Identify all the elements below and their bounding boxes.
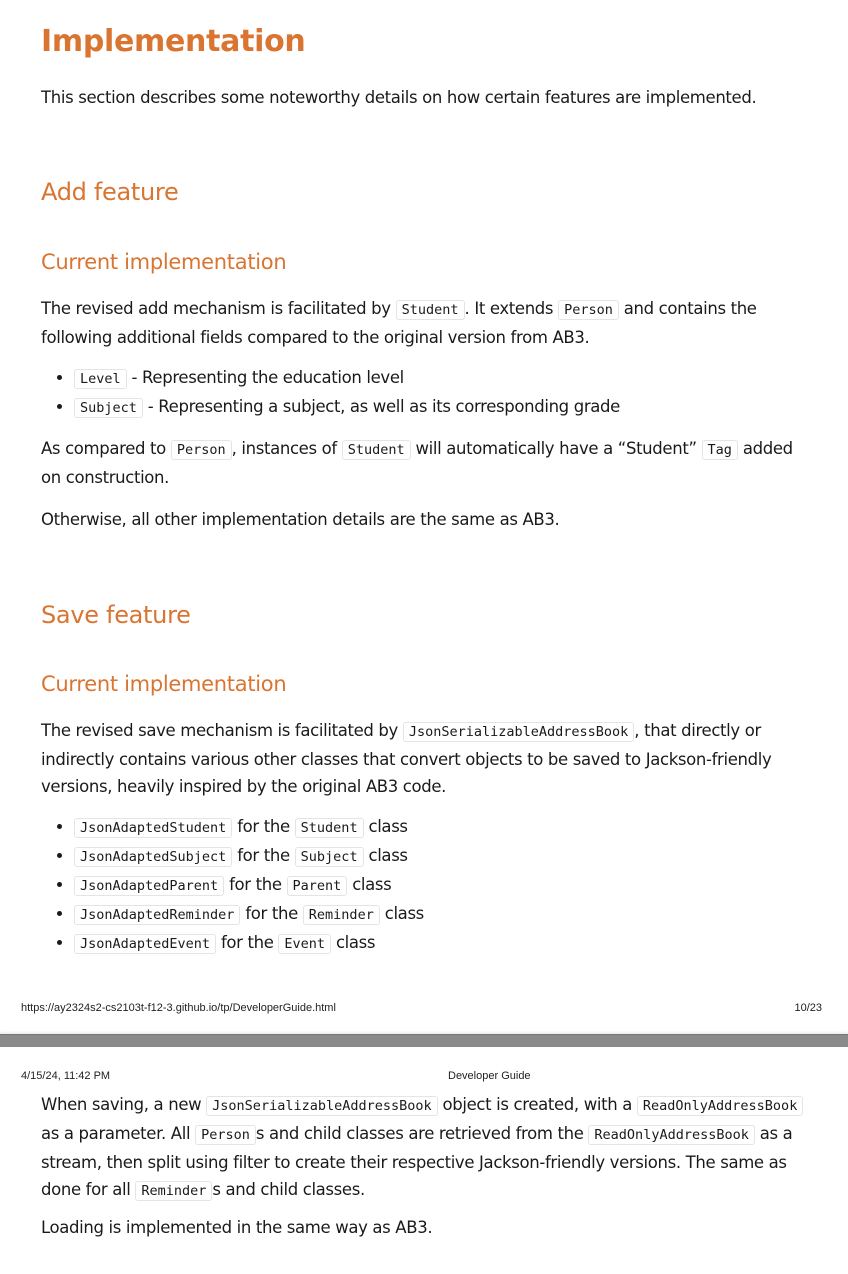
code-readonlyaddressbook: ReadOnlyAddressBook bbox=[588, 1125, 754, 1145]
add-paragraph-2: As compared to Person , instances of Student will automatically have a “Student” Tag added on construction. bbox=[41, 439, 793, 487]
list-item: • JsonAdaptedEvent for the Event class bbox=[74, 929, 424, 958]
page-break-divider bbox=[0, 1034, 848, 1048]
list-item: • Subject - Representing a subject, as well as its corresponding grade bbox=[74, 393, 620, 422]
save-classes-list bbox=[41, 813, 424, 958]
save-paragraph-3: Loading is implemented in the same way as AB3. bbox=[41, 1218, 433, 1237]
print-footer-url: https://ay2324s2-cs2103t-f12-3.github.io/tp/DeveloperGuide.html bbox=[21, 1002, 336, 1014]
save-feature-heading: Save feature bbox=[41, 601, 191, 629]
save-paragraph-1: The revised save mechanism is facilitated by JsonSerializableAddressBook , that directly or indirectly contains various other classes that convert objects to be saved to Jackson-friendly versions, heavily inspired by the original AB3 code. bbox=[41, 721, 772, 796]
list-item: • JsonAdaptedStudent for the Student class bbox=[74, 813, 424, 842]
code-adapted-class: JsonAdaptedSubject bbox=[74, 847, 232, 867]
list-item: • JsonAdaptedParent for the Parent class bbox=[74, 871, 424, 900]
code-jsonserializableaddressbook: JsonSerializableAddressBook bbox=[206, 1096, 437, 1116]
save-paragraph-2: When saving, a new JsonSerializableAddressBook object is created, with a ReadOnlyAddressBook as a parameter. All Person s and child classes are retrieved from the ReadOnlyAddressBook as a stream, then split using filter to create their respective Jackson-friendly versions. The same as done for all Reminder s and child classes. bbox=[41, 1091, 811, 1205]
code-subject: Subject bbox=[74, 398, 143, 418]
print-header-title: Developer Guide bbox=[448, 1070, 531, 1082]
code-person: Person bbox=[195, 1125, 256, 1145]
code-target-class: Event bbox=[278, 934, 331, 954]
code-adapted-class: JsonAdaptedParent bbox=[74, 876, 224, 896]
code-level: Level bbox=[74, 369, 127, 389]
code-jsonserializableaddressbook: JsonSerializableAddressBook bbox=[403, 722, 634, 742]
code-target-class: Parent bbox=[287, 876, 348, 896]
code-target-class: Student bbox=[295, 818, 364, 838]
code-adapted-class: JsonAdaptedReminder bbox=[74, 905, 240, 925]
code-person: Person bbox=[558, 300, 619, 320]
code-adapted-class: JsonAdaptedStudent bbox=[74, 818, 232, 838]
code-target-class: Reminder bbox=[303, 905, 380, 925]
code-student: Student bbox=[342, 440, 411, 460]
list-item: • Level - Representing the education level bbox=[74, 364, 620, 393]
save-current-implementation-heading: Current implementation bbox=[41, 672, 287, 696]
print-header-date: 4/15/24, 11:42 PM bbox=[21, 1070, 111, 1082]
code-readonlyaddressbook: ReadOnlyAddressBook bbox=[637, 1096, 803, 1116]
code-tag: Tag bbox=[702, 440, 738, 460]
add-paragraph-3: Otherwise, all other implementation details are the same as AB3. bbox=[41, 510, 560, 529]
print-footer-page-number: 10/23 bbox=[794, 1002, 822, 1014]
add-paragraph-1: The revised add mechanism is facilitated by Student . It extends Person and contains the following additional fields compared to the original version from AB3. bbox=[41, 299, 757, 347]
code-student: Student bbox=[396, 300, 465, 320]
code-adapted-class: JsonAdaptedEvent bbox=[74, 934, 216, 954]
page-title: Implementation bbox=[41, 24, 306, 59]
add-feature-heading: Add feature bbox=[41, 178, 179, 206]
list-item: • JsonAdaptedReminder for the Reminder class bbox=[74, 900, 424, 929]
list-item: • JsonAdaptedSubject for the Subject class bbox=[74, 842, 424, 871]
intro-paragraph: This section describes some noteworthy details on how certain features are implemented. bbox=[41, 88, 757, 107]
add-current-implementation-heading: Current implementation bbox=[41, 250, 287, 274]
code-person: Person bbox=[171, 440, 232, 460]
code-reminder: Reminder bbox=[135, 1181, 212, 1201]
add-fields-list bbox=[41, 364, 620, 422]
code-target-class: Subject bbox=[295, 847, 364, 867]
